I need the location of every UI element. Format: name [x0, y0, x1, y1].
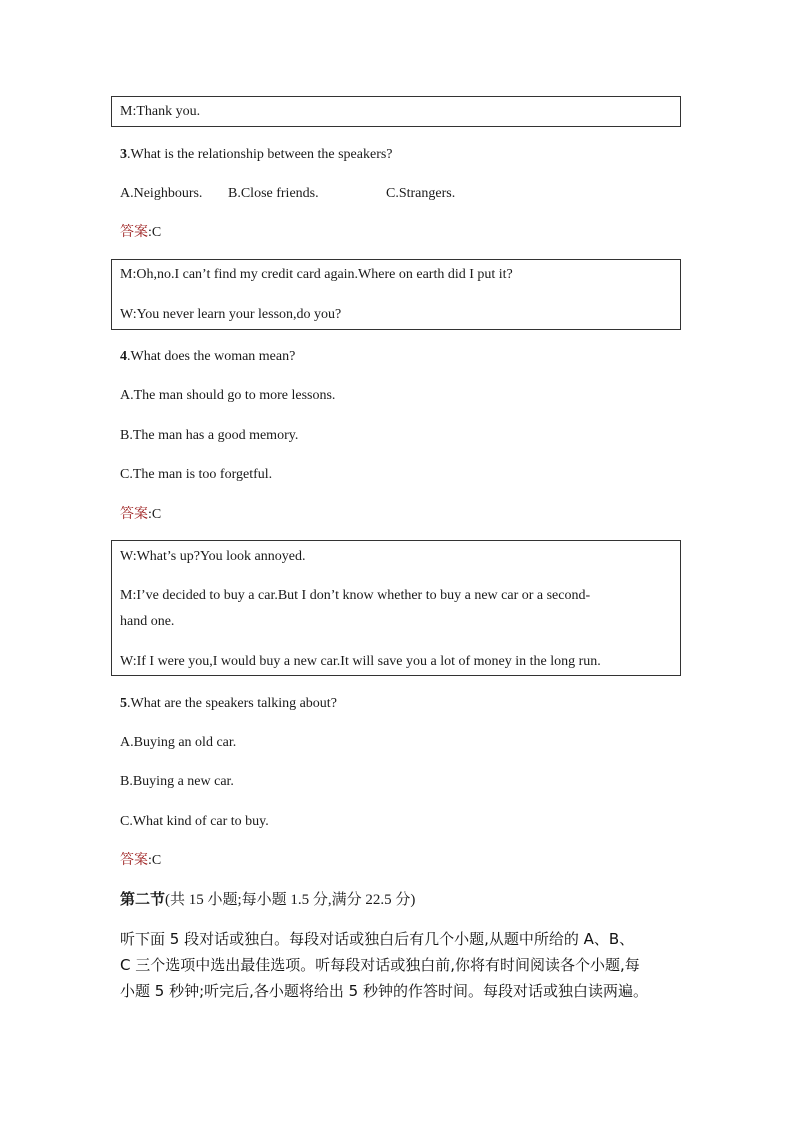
section-subtitle: (共 15 小题;每小题 1.5 分,满分 22.5 分) — [165, 892, 416, 908]
answer — [120, 223, 161, 243]
dialogue-box-2 — [111, 259, 681, 330]
answer-value: :C — [148, 507, 162, 522]
answer-label: 答案 — [120, 225, 148, 240]
section-title: 第二节 — [120, 892, 166, 908]
dialogue-line: W:If I were you,I would buy a new car.It will save you a lot of money in the long run. — [120, 654, 601, 669]
option-a: A.The man should go to more lessons. — [120, 388, 336, 403]
option-c: C.What kind of car to buy. — [120, 814, 269, 829]
answer-value: :C — [148, 853, 162, 868]
question-number: 3 — [120, 147, 127, 162]
answer — [120, 505, 161, 525]
dialogue-box-1 — [111, 96, 681, 127]
option-a: A.Neighbours. — [120, 186, 203, 201]
section-heading — [120, 890, 415, 911]
question-3 — [120, 145, 393, 165]
question-text: .What is the relationship between the speakers? — [127, 147, 393, 162]
answer-label: 答案 — [120, 507, 148, 522]
question-number: 5 — [120, 696, 127, 711]
question-text: .What does the woman mean? — [127, 349, 296, 364]
question-number: 4 — [120, 349, 127, 364]
question-5 — [120, 694, 337, 714]
dialogue-line: M:I’ve decided to buy a car.But I don’t know whether to buy a new car or a second- — [120, 588, 591, 603]
question-text: .What are the speakers talking about? — [127, 696, 337, 711]
option-c: C.Strangers. — [386, 186, 456, 201]
instruction-line: 听下面 5 段对话或独白。每段对话或独白后有几个小题,从题中所给的 A、B、 — [120, 930, 635, 948]
option-b: B.Buying a new car. — [120, 774, 234, 789]
dialogue-line: M:Thank you. — [120, 104, 201, 119]
section-instructions — [120, 926, 672, 1004]
dialogue-line: hand one. — [120, 614, 175, 629]
instruction-line: 小题 5 秒钟;听完后,各小题将给出 5 秒钟的作答时间。每段对话或独白读两遍。 — [120, 982, 648, 1000]
dialogue-line: W:You never learn your lesson,do you? — [120, 307, 342, 322]
answer — [120, 851, 161, 871]
dialogue-box-3 — [111, 540, 681, 676]
question-4 — [120, 347, 295, 367]
option-b: B.Close friends. — [228, 186, 319, 201]
dialogue-line: W:What’s up?You look annoyed. — [120, 549, 306, 564]
answer-label: 答案 — [120, 853, 148, 868]
instruction-line: C 三个选项中选出最佳选项。听每段对话或独白前,你将有时间阅读各个小题,每 — [120, 956, 640, 974]
option-a: A.Buying an old car. — [120, 735, 237, 750]
dialogue-line: M:Oh,no.I can’t find my credit card again.Where on earth did I put it? — [120, 267, 513, 282]
answer-value: :C — [148, 225, 162, 240]
option-c: C.The man is too forgetful. — [120, 467, 273, 482]
option-b: B.The man has a good memory. — [120, 428, 299, 443]
